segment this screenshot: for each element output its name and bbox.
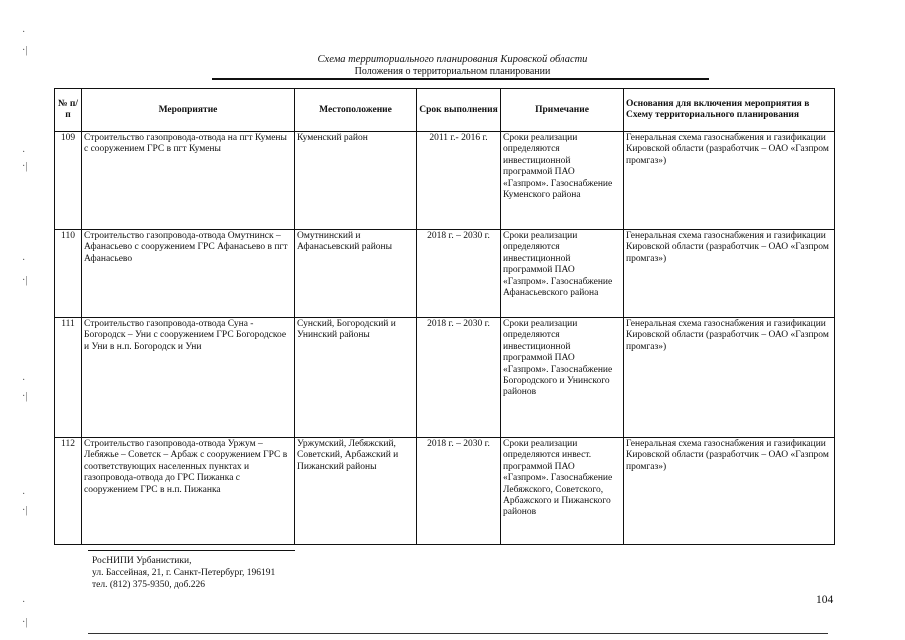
margin-mark: · [22,147,26,158]
margin-mark: ·| [22,45,28,56]
margin-mark: · [22,597,26,608]
footer-phone: тел. (812) 375-9350, доб.226 [92,580,206,590]
row-basis: Генеральная схема газоснабжения и газификации Кировской области (разработчик – ОАО «Газпром промгаз») [624,132,835,230]
row-note: Сроки реализации определяются инвест. программой ПАО «Газпром». Газоснабжение Лебяжского, Советского, Арбажского и Пижанского районов [501,438,624,545]
margin-mark: ·| [22,617,28,628]
row-location: Сунский, Богородский и Унинский районы [295,318,417,438]
row-term: 2018 г. – 2030 г. [417,318,501,438]
row-activity: Строительство газопровода-отвода на пгт Кумены с сооружением ГРС в пгт Кумены [82,132,295,230]
row-activity: Строительство газопровода-отвода Суна - Богородск – Уни с сооружением ГРС Богородское и Уни в н.п. Богородск и Уни [82,318,295,438]
row-number: 111 [55,318,82,438]
margin-mark: · [22,255,26,266]
row-note: Сроки реализации определяются инвестиционной программой ПАО «Газпром». Газоснабжение Богородского и Унинского районов [501,318,624,438]
row-activity: Строительство газопровода-отвода Омутнинск – Афанасьево с сооружением ГРС Афанасьево в пгт Афанасьево [82,230,295,318]
column-header-basis: Основания для включения мероприятия в Схему территориального планирования [624,89,835,132]
page-number: 104 [816,594,834,606]
row-basis: Генеральная схема газоснабжения и газификации Кировской области (разработчик – ОАО «Газпром промгаз») [624,230,835,318]
footer-rule [88,550,295,551]
footer-organization: РосНИПИ Урбанистики, [92,556,192,566]
row-term: 2011 г.- 2016 г. [417,132,501,230]
table-row [55,230,835,318]
row-basis: Генеральная схема газоснабжения и газификации Кировской области (разработчик – ОАО «Газпром промгаз») [624,438,835,545]
row-location: Омутнинский и Афанасьевский районы [295,230,417,318]
document-subtitle: Положения о территориальном планировании [354,66,551,77]
table-row [55,318,835,438]
activities-table [54,88,835,545]
row-term: 2018 г. – 2030 г. [417,230,501,318]
row-number: 109 [55,132,82,230]
margin-mark: ·| [22,505,28,516]
margin-mark: · [22,27,26,38]
table-row [55,132,835,230]
column-header-number: № п/п [55,89,82,132]
row-note: Сроки реализации определяются инвестиционной программой ПАО «Газпром». Газоснабжение Куменского района [501,132,624,230]
row-activity: Строительство газопровода-отвода Уржум – Лебяжье – Советск – Арбаж с сооружением ГРС в соответствующих населенных пунктах и газопровода-отвода до ГРС Пижанка с сооружением ГРС в н.п. Пижанка [82,438,295,545]
document-title: Схема территориального планирования Кировской области [317,54,588,65]
column-header-activity: Мероприятие [82,89,295,132]
margin-mark: ·| [22,391,28,402]
margin-mark: · [22,375,26,386]
row-term: 2018 г. – 2030 г. [417,438,501,545]
table-header-row [55,89,835,132]
row-note: Сроки реализации определяются инвестиционной программой ПАО «Газпром». Газоснабжение Афанасьевского района [501,230,624,318]
margin-mark: ·| [22,161,28,172]
row-number: 110 [55,230,82,318]
row-location: Куменский район [295,132,417,230]
row-location: Уржумский, Лебяжский, Советский, Арбажский и Пижанский районы [295,438,417,545]
row-basis: Генеральная схема газоснабжения и газификации Кировской области (разработчик – ОАО «Газпром промгаз») [624,318,835,438]
page-bottom-rule [88,633,828,634]
row-number: 112 [55,438,82,545]
column-header-term: Срок выполнения [417,89,501,132]
column-header-note: Примечание [501,89,624,132]
header-rule [212,78,709,80]
margin-mark: · [22,489,26,500]
table-row [55,438,835,545]
margin-mark: ·| [22,275,28,286]
column-header-location: Местоположение [295,89,417,132]
footer-address: ул. Бассейная, 21, г. Санкт-Петербург, 196191 [92,568,276,578]
